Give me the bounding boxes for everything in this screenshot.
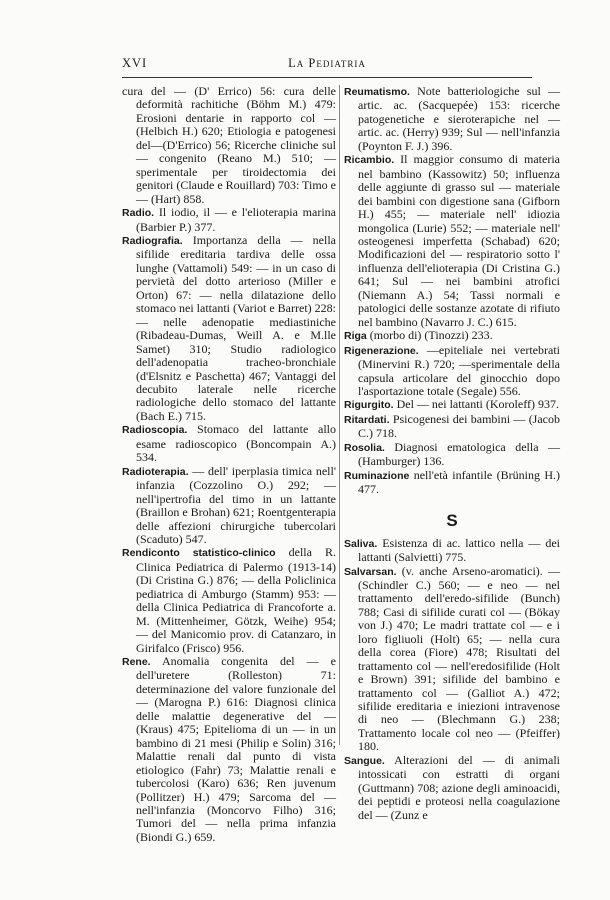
- entry-term: Ricambio.: [344, 154, 395, 167]
- index-entry: [122, 234, 336, 423]
- entry-text: — dell' iperplasia timica nell' infanzia (Cozzolino O.) 292; —nell'ipertrofia del timo in un lattante (Braillon e Brohan) 621; Roentgenterapia delle affezioni chirurgiche tubercolari (Scaduto) 547.: [136, 463, 336, 546]
- index-entry: [344, 754, 560, 822]
- entry-term: Radio.: [122, 207, 155, 220]
- entry-text: Anomalia congenita del — e dell'uretere (Rolleston) 71: determinazione del valore funzionale del — (Marogna P.) 616: Diagnosi clinica delle malattie degenerative del — (Kraus) 475; Epitelioma di un — in un bambino di 21 mesi (Philip e Solin) 316; Malattie renali dal punto di vista etiologico (Fahr) 73; Malattie renali e tubercolosi (Karo) 636; Ren juvenum (Pollitzer) H.) 479; Sarcoma del — nell'infanzia (Moncorvo Filho) 316; Tumori del — nella prima infanzia (Biondi G.) 659.: [136, 654, 337, 844]
- entry-term: Rosolia.: [344, 441, 385, 454]
- entry-term: Sangue.: [344, 754, 385, 767]
- entry-text: (v. anche Arseno-aromatici). —(Schindler C.) 560; — e neo — nel trattamento dell'eredo-sifilide (Bunch) 788; Casi di sifilide curati col — (Bökay von J.) 470; Le madri trattate col — e i loro figliuoli (Holt) 65; — nella cura della corea (Fiore) 478; Risultati del trattamento col — nell'eredosifilide (Holt e Brown) 391; sifilide del bambino e trattamento col — (Galliot A.) 472; sifilide ereditaria e iniezioni intravenose di neo — (Blechmann G.) 238; Trattamento locale col neo — (Pfeiffer) 180.: [358, 563, 561, 754]
- entry-text: (morbo di) (Tinozzi) 233.: [369, 328, 493, 343]
- index-entry: [344, 398, 560, 412]
- index-entry: [122, 546, 336, 655]
- entry-text: Note batteriologiche sul — artic. ac. (Sacquepée) 153: ricerche patogenetiche e sieroterapiche nel — artic. ac. (Herry) 939; Sul — nell'infanzia (Poynton F. J.) 396.: [358, 84, 560, 153]
- index-entry: [344, 537, 560, 565]
- index-entry: [344, 153, 560, 329]
- index-entry: [122, 85, 336, 206]
- page-number: XVI: [122, 56, 148, 70]
- entry-term: Saliva.: [344, 537, 378, 550]
- entry-text: Il maggior consumo di materia nel bambino (Kassowitz) 50; influenza delle aggiunte di grasso sul — materiale dei bambini con digestione sana (Gifborn H.) 455; — materiale nell' idiozia mongolica (Lurie) 552; — materiale nell' osteogenesi imperfetta (Schabad) 620; Modificazioni del — respiratorio sotto l' influenza dell'elioterapia (Di Cristina G.) 641; Sul — nei bambini atrofici (Niemann A.) 54; Tassi normali e patologici delle sostanze azotate di rifiuto nel bambino (Navarro J. C.) 615.: [358, 152, 560, 329]
- left-column: [122, 85, 336, 844]
- page-header: [122, 56, 532, 76]
- entry-term: Radiografia.: [122, 234, 183, 247]
- entry-term: Rigurgito.: [344, 399, 394, 412]
- entry-term: Ritardati.: [344, 413, 390, 426]
- entry-text: della R. Clinica Pediatrica di Palermo (1913-14) (Di Cristina G.) 876; — della Policlinica pediatrica di Amburgo (Stamm) 953: — della Clinica Pediatrica di Francoforte a. M. (Mittenheimer, Götzk, Weihe) 954; — del Manicomio prov. di Catanzaro, in Girifalco (Frisco) 956.: [136, 545, 337, 655]
- entry-term: Reumatismo.: [344, 86, 410, 98]
- entry-term: Rendiconto statistico-clinico: [122, 547, 276, 560]
- column-divider: [339, 85, 340, 745]
- index-entry: [122, 465, 336, 547]
- entry-text: Esistenza di ac. lattico nella — dei lattanti (Salvietti) 775.: [358, 535, 560, 565]
- running-title: La Pediatria: [288, 56, 366, 70]
- entry-text: cura del — (D' Errico) 56: cura delle deformità rachitiche (Böhm M.) 479: Erosioni dentarie in rapporto col — (Helbich H.) 620; Etiologia e patogenesi del—(D'Errico) 56; Ricerche cliniche sul — congenito (Reano M.) 510; — sperimentale per tiroidectomia dei genitori (Claude e Rouillard) 703: Timo e — (Hart) 858.: [122, 84, 336, 206]
- entry-text: Alterazioni del — di animali intossicati con estratti di organi (Guttmann) 708; azione degli aminoacidi, dei peptidi e proteosi nella coagulazione del — (Zunz e: [358, 752, 560, 822]
- entry-text: Psicogenesi dei bambini — (Jacob C.) 718.: [358, 411, 561, 441]
- entry-term: Ruminazione: [344, 469, 410, 482]
- entry-term: Rigenerazione.: [344, 344, 419, 357]
- header-rule: [122, 77, 532, 78]
- entry-term: Radioterapia.: [122, 465, 189, 478]
- index-entry: [122, 423, 336, 464]
- entry-term: Salvarsan.: [344, 565, 397, 578]
- entry-text: Importanza della — nella sifilide ereditaria tardiva delle ossa lunghe (Vattamoli) 549: — in un caso di pervietà del dotto arterioso (Miller e Orton) 67: — nella dilatazione dello stomaco nei lattanti (Variot e Barret) 228: — nelle adenopatie mediastiniche (Ribadeau-Dumas, Weill A. e M.lle Samet) 310; Studio radiologico dell'adenopatia tracheo-bronchiale (d'Elsnitz e Paschetta) 467; Vantaggi del decubito laterale nelle ricerche radiologiche dello stomaco del lattante (Bach E.) 715.: [136, 232, 337, 423]
- entry-term: Rene.: [122, 656, 151, 669]
- section-letter: S: [446, 510, 458, 530]
- entry-term: Riga: [344, 330, 367, 343]
- entry-text: Il iodio, il — e l'elioterapia marina (Barbier P.) 377.: [136, 205, 336, 234]
- right-column: [344, 85, 560, 822]
- entry-term: Radioscopia.: [122, 424, 188, 437]
- index-entry: [344, 85, 560, 153]
- index-entry: [122, 655, 336, 844]
- entry-text: Stomaco del lattante allo esame radioscopico (Boncompain A.) 534.: [136, 422, 336, 465]
- index-entry: [344, 413, 560, 441]
- entry-text: nell'età infantile (Brüning H.) 477.: [358, 467, 561, 497]
- index-entry: [344, 329, 560, 343]
- entry-text: Del — nei lattanti (Koroleff) 937.: [396, 397, 559, 412]
- entry-text: Diagnosi ematologica della — (Hamburger) 136.: [358, 439, 560, 469]
- entry-text: —epiteliale nei vertebrati (Minervini R.) 720; —sperimentale della capsula articolare del ginocchio dopo l'asportazione totale (Segale) 556.: [358, 342, 560, 398]
- index-entry: [344, 469, 560, 497]
- index-entry: [122, 206, 336, 234]
- index-entry: [344, 441, 560, 469]
- index-entry: [344, 344, 560, 399]
- index-entry: [344, 565, 560, 754]
